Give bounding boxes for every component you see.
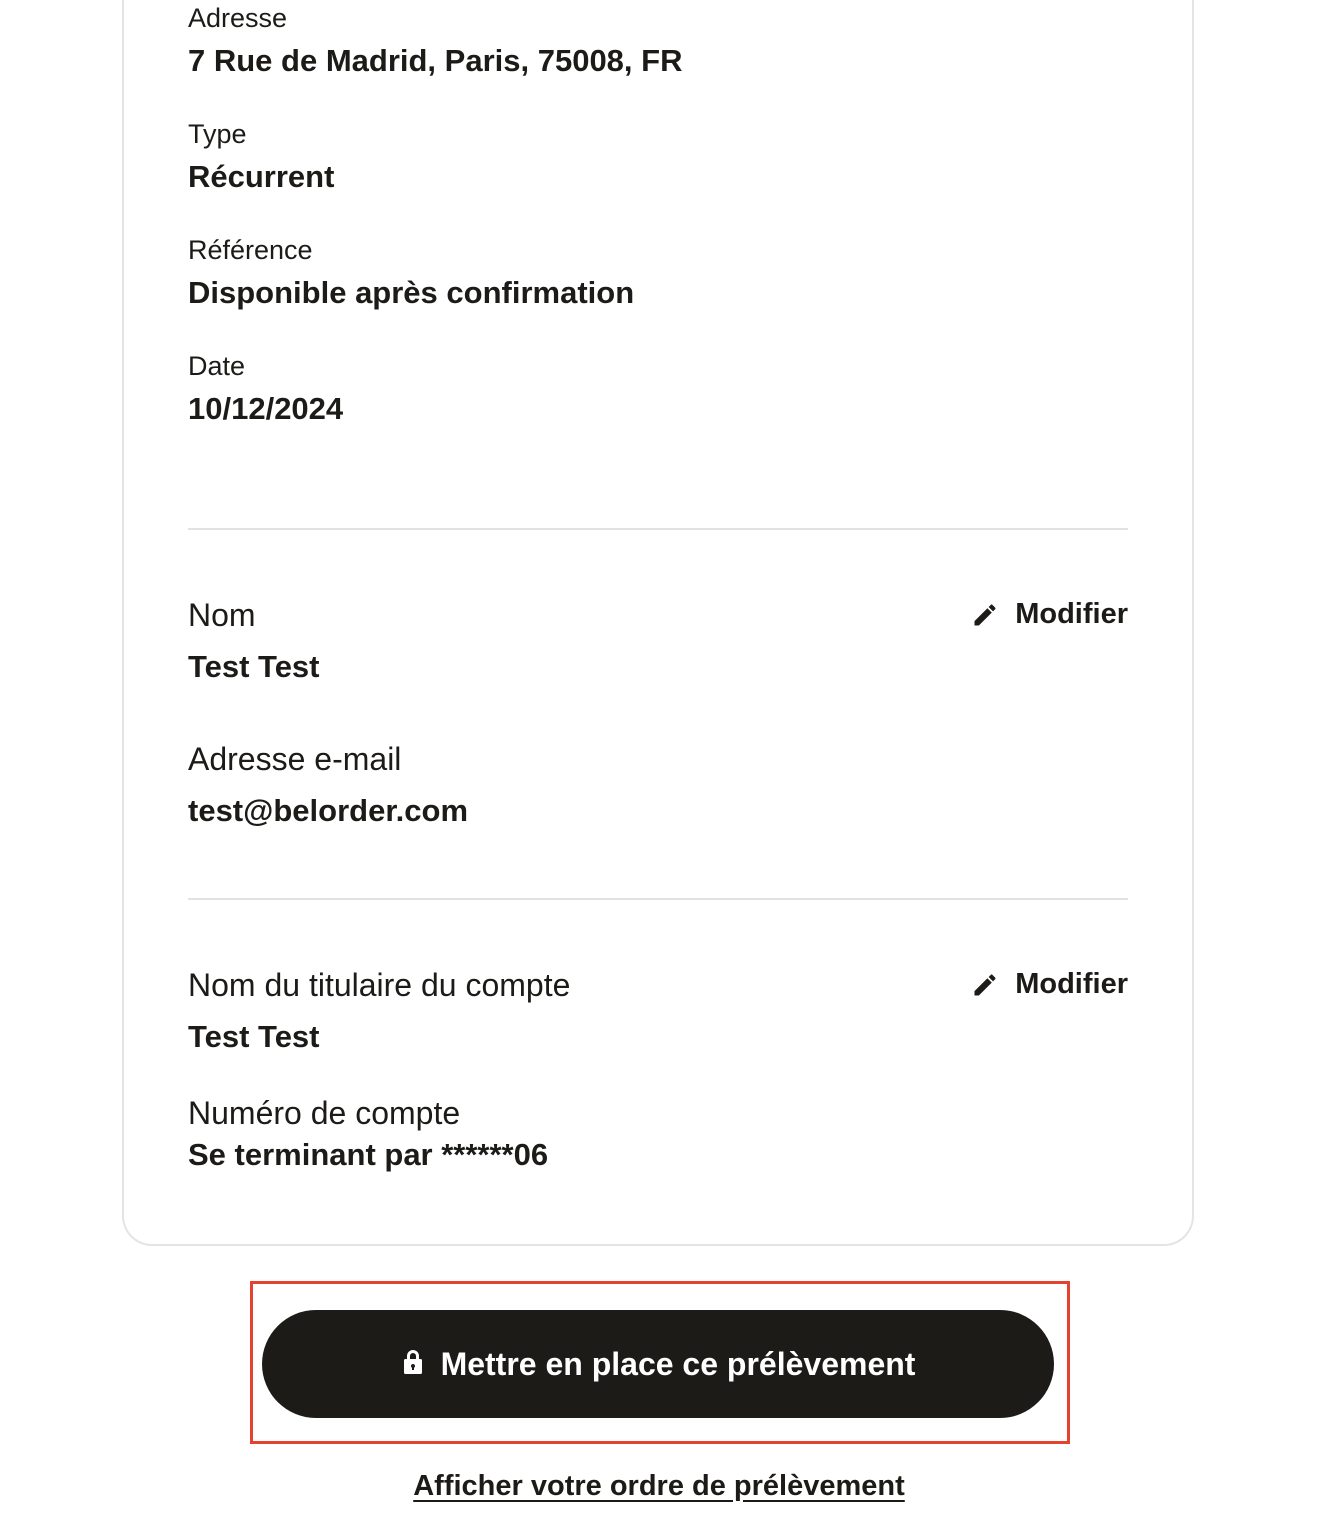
account-holder-value: Test Test: [188, 1019, 320, 1054]
setup-direct-debit-label: Mettre en place ce prélèvement: [440, 1345, 916, 1382]
date-label: Date: [188, 351, 246, 381]
type-value: Récurrent: [188, 159, 335, 194]
section-divider: [188, 528, 1128, 530]
address-field: [188, 2, 682, 80]
email-label: Adresse e-mail: [188, 741, 402, 777]
account-number-value: Se terminant par ******06: [188, 1137, 549, 1172]
pencil-icon: [971, 601, 999, 629]
reference-label: Référence: [188, 235, 313, 265]
date-field: [188, 350, 343, 428]
setup-direct-debit-button[interactable]: [262, 1310, 1054, 1418]
account-holder-label: Nom du titulaire du compte: [188, 967, 571, 1003]
email-value: test@belorder.com: [188, 793, 469, 828]
name-label: Nom: [188, 597, 256, 633]
reference-value: Disponible après confirmation: [188, 275, 635, 310]
email-field: [188, 740, 468, 830]
modify-contact-label: Modifier: [1015, 598, 1128, 630]
type-label: Type: [188, 119, 247, 149]
account-holder-field: [188, 966, 570, 1056]
modify-bank-label: Modifier: [1015, 968, 1128, 1000]
account-number-field: [188, 1094, 548, 1174]
reference-field: [188, 234, 634, 312]
address-value: 7 Rue de Madrid, Paris, 75008, FR: [188, 43, 683, 78]
date-value: 10/12/2024: [188, 391, 344, 426]
account-number-label: Numéro de compte: [188, 1095, 461, 1131]
view-mandate-link[interactable]: Afficher votre ordre de prélèvement: [413, 1470, 905, 1502]
type-field: [188, 118, 334, 196]
lock-icon: [401, 1346, 425, 1383]
section-divider: [188, 898, 1128, 900]
pencil-icon: [971, 971, 999, 999]
address-label: Adresse: [188, 3, 288, 33]
modify-bank-button[interactable]: [971, 968, 1128, 1001]
name-value: Test Test: [188, 649, 320, 684]
modify-contact-button[interactable]: [971, 598, 1128, 631]
name-field: [188, 596, 320, 686]
